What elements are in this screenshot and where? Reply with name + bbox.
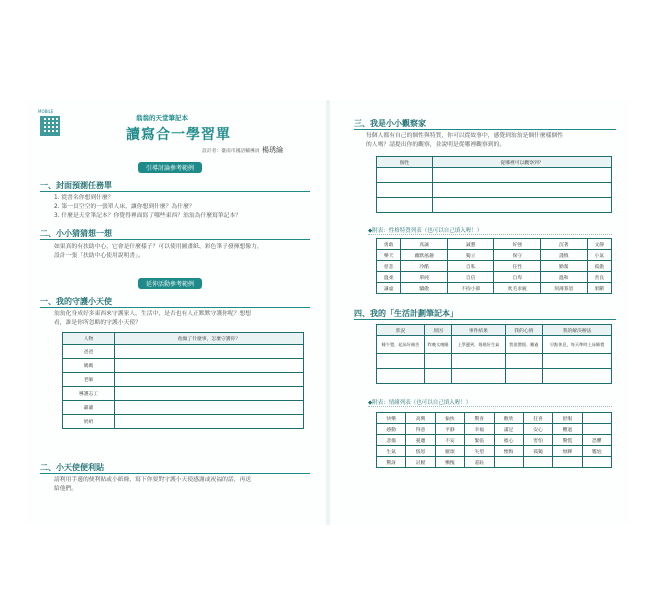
table-header: 我的解決辦法 xyxy=(543,325,612,336)
text-line: 翁翁化身成好多東西來守護家人，生活中，是否也有人正默默守護你呢？想想 xyxy=(54,311,252,317)
text-line: 的人嗎？請提出你的觀察，並說明是從哪裡觀察到的。 xyxy=(366,142,506,148)
table-cell-person: 導護志工 xyxy=(63,387,115,401)
qr-code-icon xyxy=(40,116,60,136)
emotion-cell: 驚訝 xyxy=(377,457,406,468)
trait-cell: 慈悲 xyxy=(377,261,401,272)
plan-cell[interactable] xyxy=(505,369,543,384)
traits-table xyxy=(376,238,612,294)
emotion-cell: 惱怒 xyxy=(406,446,435,457)
trait-cell: 單純 xyxy=(401,272,448,283)
section-rule xyxy=(354,129,616,130)
table-cell[interactable] xyxy=(377,168,433,183)
table-cell-person: 奶奶 xyxy=(63,415,115,429)
text-line: 給他們。 xyxy=(54,486,78,492)
plan-cell[interactable] xyxy=(377,369,425,384)
emotions-list-title: ◆附表：情緒列表（也可以自己填入喔！） xyxy=(368,400,472,406)
plan-cell: 睡午覺，起床好痛苦 xyxy=(377,336,425,354)
table-cell-person: 媽媽 xyxy=(63,359,115,373)
extension-pill: 延伸活動參考範例 xyxy=(138,278,202,289)
discussion-pill: 引導討論參考範例 xyxy=(138,162,202,173)
trait-cell: 驕傲 xyxy=(401,283,448,294)
section-guess-heading: 二、小小猜猜想一想 xyxy=(40,229,112,238)
trait-cell: 幽默風趣 xyxy=(401,250,448,261)
trait-cell: 真誠 xyxy=(401,239,448,250)
emotion-cell: 不安 xyxy=(435,435,464,446)
qr-label: MOBILE xyxy=(38,109,54,114)
cover-item: 3. 什麼是天堂筆記本？你覺得裡面寫了哪些東西？翁翁為什麼寫筆記本？ xyxy=(54,213,242,219)
emotion-cell: 孤獨 xyxy=(523,446,552,457)
section-guess-text xyxy=(54,243,263,261)
emotion-cell: 悲傷 xyxy=(377,435,406,446)
dotted-divider xyxy=(368,234,612,235)
table-cell-answer[interactable] xyxy=(115,415,304,429)
section-observer-text xyxy=(366,132,563,150)
emotion-cell: 擔心 xyxy=(494,435,523,446)
emotion-cell: 得意 xyxy=(406,424,435,435)
emotion-cell: 恐懼 xyxy=(582,435,611,446)
table-header: 從哪裡可以觀察到？ xyxy=(433,157,612,168)
plan-cell: 早點休息，每天準時上床睡覺 xyxy=(543,336,612,354)
plan-cell[interactable] xyxy=(543,369,612,384)
plan-cell[interactable] xyxy=(425,369,452,384)
trait-cell: 獨立 xyxy=(447,250,494,261)
emotion-cell: 尷尬 xyxy=(582,446,611,457)
text-line: 請利用手邊的便利貼或小紙條，寫下你要對守護小天使感謝或祝福的話，再送 xyxy=(54,477,252,483)
trait-cell: 自卑 xyxy=(494,272,541,283)
plan-cell: 上學遲到，媽媽好生氣 xyxy=(452,336,505,354)
trait-cell: 自私 xyxy=(447,261,494,272)
plan-cell[interactable] xyxy=(452,354,505,369)
observer-table xyxy=(376,156,612,213)
emotions-table xyxy=(376,412,612,468)
emotion-cell: 難過 xyxy=(553,424,582,435)
table-header: 人物 xyxy=(63,333,115,345)
table-cell-answer[interactable] xyxy=(115,373,304,387)
table-cell-person: 老師 xyxy=(63,373,115,387)
table-cell-person: 爸爸 xyxy=(63,345,115,359)
emotion-cell: 憂慮 xyxy=(406,435,435,446)
series-title: 翁翁的天堂筆記本 xyxy=(136,114,188,122)
emotion-cell: 驚喜 xyxy=(465,413,494,424)
author-prefix: 設計者：臺南市國語輔導員 xyxy=(202,149,260,154)
emotion-cell xyxy=(553,457,582,468)
plan-cell[interactable] xyxy=(452,369,505,384)
plan-cell[interactable] xyxy=(543,354,612,369)
trait-cell: 謹慎 xyxy=(541,250,588,261)
trait-cell: 勤奮 xyxy=(541,261,588,272)
emotion-cell: 快樂 xyxy=(377,413,406,424)
trait-cell: 樂天 xyxy=(377,250,401,261)
emotion-cell: 害怕 xyxy=(523,435,552,446)
trait-cell: 自信 xyxy=(447,272,494,283)
section-cover-heading: 一、封面預測任務單 xyxy=(40,181,112,190)
emotion-cell: 緊張 xyxy=(465,435,494,446)
traits-list-title: ◆附表：性格特質列表（也可以自己填入喔！） xyxy=(368,228,483,234)
trait-cell: 刻薄寡恩 xyxy=(541,283,588,294)
cover-item: 1. 從書名你想到什麼？ xyxy=(54,195,114,201)
book-spread xyxy=(26,100,630,525)
section-rule xyxy=(40,473,310,474)
emotion-cell: 感動 xyxy=(377,424,406,435)
table-cell-answer[interactable] xyxy=(115,359,304,373)
table-header: 原因 xyxy=(425,325,452,336)
trait-cell: 文靜 xyxy=(587,239,611,250)
table-cell[interactable] xyxy=(377,198,433,213)
table-header: 事件結果 xyxy=(452,325,505,336)
plan-cell: 我很懊惱、難過 xyxy=(505,336,543,354)
trait-cell: 好強 xyxy=(494,239,541,250)
section-rule xyxy=(40,307,310,308)
table-header: 他做了什麼事，怎麼守護你？ xyxy=(115,333,304,345)
emotion-cell: 無聊 xyxy=(553,446,582,457)
dotted-divider xyxy=(368,406,612,407)
emotion-cell xyxy=(523,457,552,468)
worksheet-title: 讀寫合一學習單 xyxy=(126,127,231,143)
text-line: 看，誰是你所忽略的守護小天使？ xyxy=(54,320,141,326)
right-page xyxy=(330,100,630,525)
section-guardian-text xyxy=(54,310,251,328)
plan-table xyxy=(376,324,612,384)
cover-item: 2. 第一頁空空的一張單人床，讓你想到什麼？為什麼？ xyxy=(54,204,195,210)
trait-cell: 沉著 xyxy=(541,239,588,250)
emotion-cell: 歡欣 xyxy=(494,413,523,424)
emotion-cell: 生氣 xyxy=(377,446,406,457)
table-cell-answer[interactable] xyxy=(115,345,304,359)
trait-cell: 小氣 xyxy=(587,250,611,261)
trait-cell: 吹毛求疵 xyxy=(494,283,541,294)
table-cell-answer[interactable] xyxy=(115,401,304,415)
emotion-cell: 羞恥 xyxy=(465,457,494,468)
table-cell[interactable] xyxy=(433,198,612,213)
emotion-cell: 驚慌 xyxy=(553,435,582,446)
emotion-cell: 討厭 xyxy=(406,457,435,468)
emotion-cell: 狂喜 xyxy=(523,413,552,424)
emotion-cell: 滿足 xyxy=(494,424,523,435)
trait-cell: 冷酷 xyxy=(401,261,448,272)
section-rule xyxy=(354,319,616,320)
table-header: 我的心情 xyxy=(505,325,543,336)
emotion-cell: 幸福 xyxy=(465,424,494,435)
table-cell[interactable] xyxy=(377,183,433,198)
trait-cell: 謙虛 xyxy=(377,283,401,294)
trait-cell: 溫柔 xyxy=(377,272,401,283)
trait-cell: 不拘小節 xyxy=(447,283,494,294)
guardian-table xyxy=(62,332,304,429)
section-rule xyxy=(40,191,310,192)
section-observer-heading: 三、我是小小觀察家 xyxy=(354,119,426,128)
trait-cell: 溫和 xyxy=(541,272,588,283)
section-guardian-heading: 一、我的守護小天使 xyxy=(40,297,112,306)
emotion-cell: 懊悔 xyxy=(494,446,523,457)
emotion-cell: 高興 xyxy=(406,413,435,424)
plan-cell[interactable] xyxy=(505,354,543,369)
trait-cell: 保守 xyxy=(494,250,541,261)
emotion-cell: 厭煩 xyxy=(435,446,464,457)
plan-cell[interactable] xyxy=(377,354,425,369)
text-line: 每個人都有自己的個性與特質，你可以從故事中，感覺到翁翁是個什麼樣個性 xyxy=(366,133,564,139)
trait-cell: 孤傲 xyxy=(587,261,611,272)
emotion-cell: 愉快 xyxy=(435,413,464,424)
emotion-cell: 舒服 xyxy=(553,413,582,424)
trait-cell: 誠懇 xyxy=(447,239,494,250)
text-line: 如果真的有扶助中心，它會是什麼樣子？可以使用圖畫紙、彩色筆子發揮想像力， xyxy=(54,244,263,250)
trait-cell: 果斷 xyxy=(587,283,611,294)
author-name: 楊琇綸 xyxy=(262,146,283,154)
table-cell-person: 爺爺 xyxy=(63,401,115,415)
emotion-cell: 慚愧 xyxy=(435,457,464,468)
emotion-cell: 失望 xyxy=(465,446,494,457)
trait-cell: 善良 xyxy=(587,272,611,283)
emotion-cell xyxy=(582,424,611,435)
plan-cell: 昨晚太晚睡 xyxy=(425,336,452,354)
section-sticky-heading: 二、小天使便利貼 xyxy=(40,463,104,472)
emotion-cell: 安心 xyxy=(523,424,552,435)
plan-cell[interactable] xyxy=(425,354,452,369)
section-sticky-text xyxy=(54,476,251,494)
table-header: 個性 xyxy=(377,157,433,168)
section-rule xyxy=(40,239,310,240)
trait-cell: 任性 xyxy=(494,261,541,272)
emotion-cell xyxy=(582,413,611,424)
section-plan-heading: 四、我的「生活計劃筆記本」 xyxy=(354,309,458,318)
text-line: 設計一張「扶助中心使用說明書」。 xyxy=(54,253,144,259)
trait-cell: 勇敢 xyxy=(377,239,401,250)
emotion-cell: 平靜 xyxy=(435,424,464,435)
section-cover-items xyxy=(54,194,241,221)
table-cell-answer[interactable] xyxy=(115,387,304,401)
emotion-cell xyxy=(582,457,611,468)
table-header: 狀況 xyxy=(377,325,425,336)
table-cell[interactable] xyxy=(433,183,612,198)
left-page xyxy=(26,100,326,525)
table-cell[interactable] xyxy=(433,168,612,183)
emotion-cell xyxy=(494,457,523,468)
